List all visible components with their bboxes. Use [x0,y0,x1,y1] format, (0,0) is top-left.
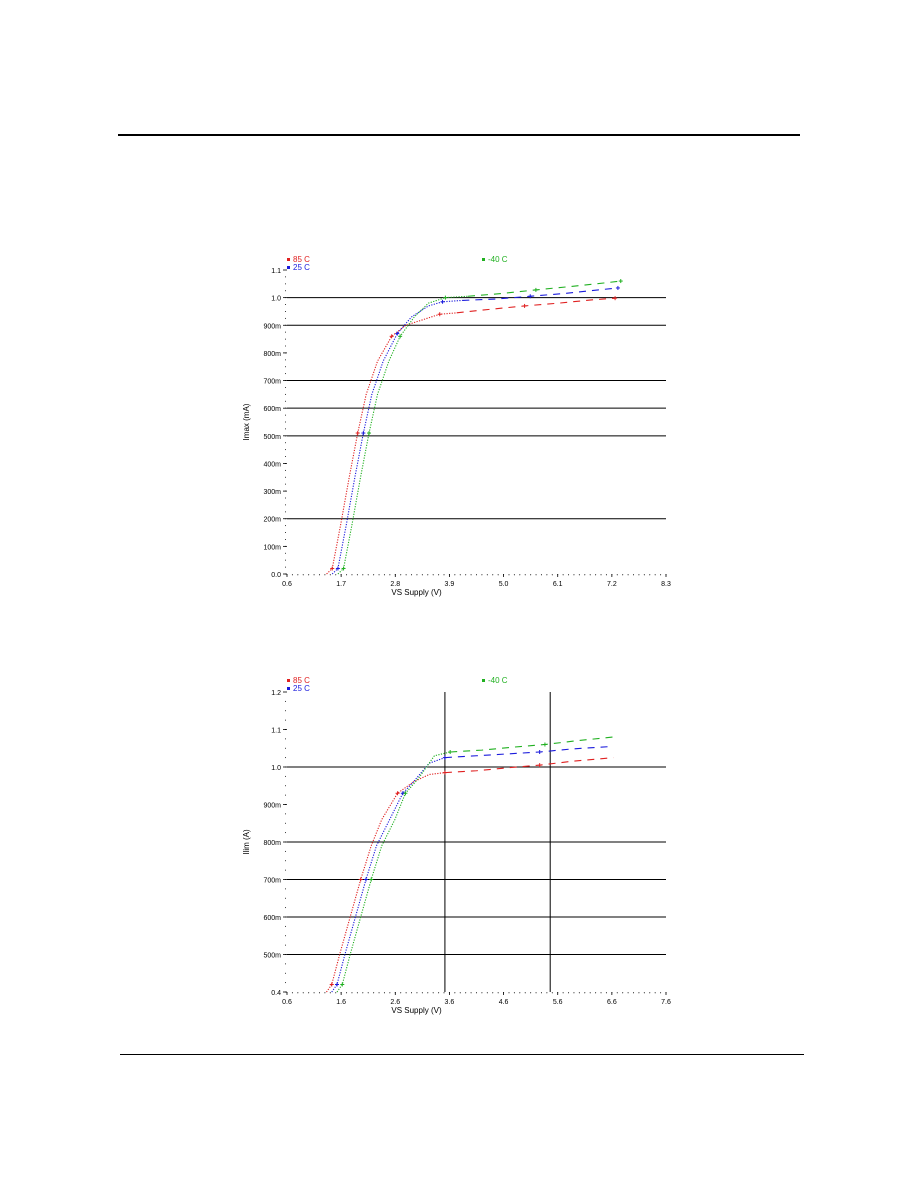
x-minor-tick [638,992,639,993]
x-minor-tick [351,992,352,993]
x-minor-tick [433,992,434,993]
x-minor-tick [357,992,358,993]
y-minor-tick [285,813,286,814]
y-minor-tick [285,992,286,993]
x-minor-tick [514,992,515,993]
y-minor-tick [285,982,286,983]
y-minor-tick [285,954,286,955]
y-tick-label: 1.0 [271,295,281,303]
x-tick-label: 0.6 [282,999,292,1006]
x-minor-tick [286,992,287,993]
y-minor-tick [285,748,286,749]
x-minor-tick [600,992,601,993]
x-minor-tick [508,992,509,993]
x-minor-tick [611,992,612,993]
x-minor-tick [303,992,304,993]
legend-label-blue: 25 C [293,263,310,272]
y-tick-label: 1.1 [271,268,281,275]
y-minor-tick [285,926,286,927]
x-tick-label: 4.6 [498,999,509,1006]
y-minor-tick [285,823,286,824]
x-minor-tick [649,992,650,993]
x-axis-title: VS Supply (V) [391,1006,442,1015]
x-minor-tick [660,992,661,993]
y-minor-tick [285,973,286,974]
x-minor-tick [324,992,325,993]
x-minor-tick [373,992,374,993]
y-minor-tick [285,879,286,880]
x-minor-tick [476,992,477,993]
x-minor-tick [471,992,472,993]
y-minor-tick [285,870,286,871]
y-minor-tick [285,935,286,936]
x-minor-tick [346,992,347,993]
x-minor-tick [449,992,450,993]
y-minor-tick [285,729,286,730]
x-minor-tick [427,992,428,993]
legend-label-green: -40 C [488,255,508,264]
x-minor-tick [319,992,320,993]
y-tick-label: 600m [263,406,281,414]
x-minor-tick [606,992,607,993]
x-tick-label: 8.3 [661,581,671,588]
x-tick-label: 3.9 [444,581,455,588]
x-minor-tick [655,992,656,993]
y-tick-label: 600m [263,915,281,922]
legend-label-green: -40 C [488,676,508,685]
x-minor-tick [590,992,591,993]
legend-label-blue: 25 C [293,684,310,693]
y-tick-label: 900m [263,323,281,331]
x-minor-tick [519,992,520,993]
x-minor-tick [530,992,531,993]
x-minor-tick [368,992,369,993]
y-minor-tick [285,776,286,777]
x-minor-tick [406,992,407,993]
y-minor-tick [285,860,286,861]
x-minor-tick [443,992,444,993]
x-tick-label: 0.6 [282,581,292,588]
y-tick-label: 500m [263,952,281,960]
x-minor-tick [644,992,645,993]
x-minor-tick [308,992,309,993]
y-tick-label: 200m [263,516,281,524]
y-tick-label: 900m [263,802,281,810]
y-tick-label: 800m [263,840,281,847]
x-minor-tick [411,992,412,993]
x-tick-label: 3.6 [444,999,455,1006]
y-tick-label: 1.1 [271,727,281,735]
x-minor-tick [292,992,293,993]
x-minor-tick [498,992,499,993]
x-minor-tick [389,992,390,993]
y-axis-title: Ilim (A) [242,829,251,855]
x-minor-tick [563,992,564,993]
legend-swatch-red [287,679,290,682]
x-minor-tick [314,992,315,993]
y-minor-tick [285,738,286,739]
x-minor-tick [536,992,537,993]
legend-label-red: 85 C [293,676,310,685]
x-minor-tick [552,992,553,993]
x-minor-tick [617,992,618,993]
x-tick-label: 1.6 [336,999,347,1006]
y-tick-label: 100m [263,544,281,552]
series-dashed-green [450,737,613,752]
series-line-red [326,773,444,992]
x-minor-tick [330,992,331,993]
x-tick-label: 5.6 [552,999,563,1006]
legend-swatch-green [482,679,485,682]
x-minor-tick [400,992,401,993]
y-minor-tick [285,701,286,702]
x-minor-tick [573,992,574,993]
y-tick-label: 1.2 [271,690,281,697]
y-minor-tick [285,832,286,833]
series-dashed-red [445,758,613,773]
x-minor-tick [454,992,455,993]
y-minor-tick [285,795,286,796]
y-minor-tick [285,917,286,918]
y-minor-tick [285,945,286,946]
y-minor-tick [285,898,286,899]
x-tick-label: 2.8 [390,581,401,588]
x-axis-title: VS Supply (V) [391,588,442,597]
y-minor-tick [285,963,286,964]
x-minor-tick [297,992,298,993]
series-dashed-blue [445,746,613,757]
x-minor-tick [492,992,493,993]
y-tick-label: 700m [263,378,281,386]
x-minor-tick [465,992,466,993]
x-minor-tick [487,992,488,993]
x-minor-tick [557,992,558,993]
x-tick-label: 6.6 [606,999,617,1006]
x-minor-tick [378,992,379,993]
y-minor-tick [285,851,286,852]
x-minor-tick [595,992,596,993]
x-minor-tick [579,992,580,993]
x-minor-tick [584,992,585,993]
legend-label-red: 85 C [293,255,310,264]
x-minor-tick [438,992,439,993]
x-tick-label: 7.2 [606,581,617,588]
y-minor-tick [285,785,286,786]
x-tick-label: 6.1 [552,581,563,588]
legend-swatch-blue [287,687,290,690]
x-minor-tick [384,992,385,993]
y-minor-tick [285,710,286,711]
y-tick-label: 0.4 [271,990,281,997]
series-line-blue [332,758,445,992]
x-minor-tick [541,992,542,993]
x-tick-label: 7.6 [661,999,671,1006]
y-tick-label: 800m [263,350,281,358]
y-tick-label: 700m [263,877,281,885]
x-minor-tick [628,992,629,993]
x-minor-tick [362,992,363,993]
y-minor-tick [285,767,286,768]
x-minor-tick [422,992,423,993]
y-minor-tick [285,757,286,758]
x-tick-label: 5.0 [498,581,509,588]
x-minor-tick [546,992,547,993]
y-minor-tick [285,804,286,805]
x-minor-tick [460,992,461,993]
x-minor-tick [341,992,342,993]
x-tick-label: 1.7 [336,581,347,588]
x-minor-tick [525,992,526,993]
x-tick-label: 2.6 [390,999,401,1006]
y-minor-tick [285,888,286,889]
x-minor-tick [622,992,623,993]
x-minor-tick [665,992,666,993]
y-tick-label: 0.0 [271,572,281,579]
y-tick-label: 300m [263,489,281,497]
y-minor-tick [285,842,286,843]
x-minor-tick [503,992,504,993]
x-minor-tick [633,992,634,993]
y-tick-label: 1.0 [271,765,281,772]
x-minor-tick [568,992,569,993]
y-tick-label: 400m [263,461,281,469]
series-line-green [337,752,450,992]
y-minor-tick [285,720,286,721]
y-minor-tick [285,907,286,908]
x-minor-tick [481,992,482,993]
y-tick-label: 500m [263,433,281,441]
y-axis-title: Imax (mA) [242,403,251,441]
x-minor-tick [416,992,417,993]
x-minor-tick [335,992,336,993]
x-minor-tick [395,992,396,993]
